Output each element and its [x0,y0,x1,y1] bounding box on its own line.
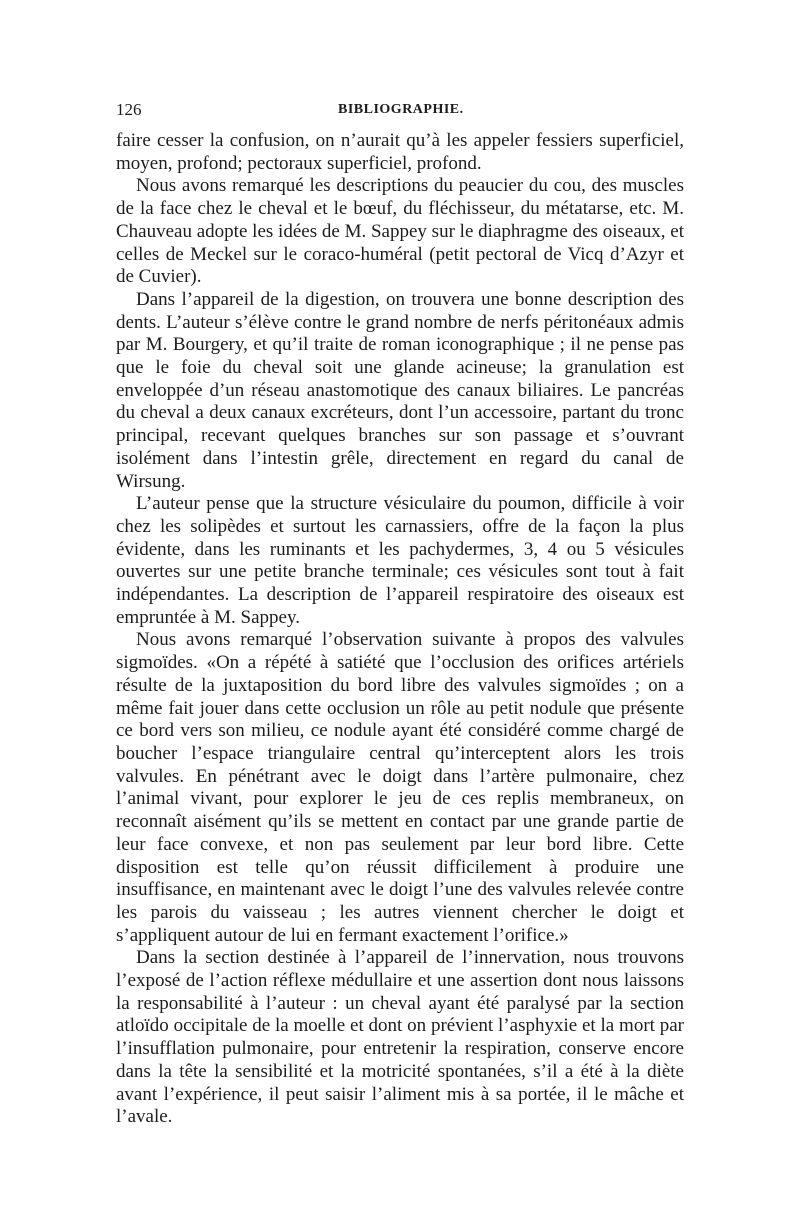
page-header [116,100,684,130]
paragraph: faire cesser la confusion, on n’aurait qu’à les appeler fessiers superficiel, moyen, profond; pectoraux superficiel, profond. [116,130,684,174]
paragraph: Dans la section destinée à l’appareil de l’innervation, nous trouvons l’exposé de l’action réflexe médullaire et une assertion dont nous laissons la responsabilité à l’auteur : un cheval ayant été paralysé par la section atloïdo occipitale de la moelle et dont on prévient l’asphyxie et la mort par l’insufflation pulmonaire, pour entretenir la respiration, conserve encore dans la tête la sensibilité et la motricité spontanées, s’il a été à la diète avant l’expérience, il peut saisir l’aliment mis à sa portée, il le mâche et l’avale. [116,947,684,1128]
paragraph: L’auteur pense que la structure vésiculaire du poumon, difficile à voir chez les solipèdes et surtout les carnassiers, offre de la façon la plus évidente, dans les ruminants et les pachydermes, 3, 4 ou 5 vésicules ouvertes sur une petite branche terminale; ces vésicules sont tout à fait indépendantes. La description de l’appareil respiratoire des oiseaux est empruntée à M. Sappey. [116,493,684,628]
body-text [116,130,684,1129]
book-page [116,100,684,1129]
paragraph: Dans l’appareil de la digestion, on trouvera une bonne description des dents. L’auteur s’élève contre le grand nombre de nerfs péritonéaux admis par M. Bourgery, et qu’il traite de roman iconographique ; il ne pense pas que le foie du cheval soit une glande acineuse; la granulation est enveloppée d’un réseau anastomotique des canaux biliaires. Le pancréas du cheval a deux canaux excréteurs, dont l’un accessoire, partant du tronc principal, recevant quelques branches sur son passage et s’ouvrant isolément dans l’intestin grêle, directement en regard du canal de Wirsung. [116,288,684,492]
paragraph: Nous avons remarqué l’observation suivante à propos des valvules sigmoïdes. «On a répété à satiété que l’occlusion des orifices artériels résulte de la juxtaposition du bord libre des valvules sigmoïdes ; on a même fait jouer dans cette occlusion un rôle au petit nodule que présente ce bord vers son milieu, ce nodule ayant été considéré comme chargé de boucher l’espace triangulaire central qu’interceptent alors les trois valvules. En pénétrant avec le doigt dans l’artère pulmonaire, chez l’animal vivant, pour explorer le jeu de ces replis membraneux, on reconnaît aisément qu’ils se mettent en contact par une grande partie de leur face convexe, et non pas seulement par leur bord libre. Cette disposition est telle qu’on réussit difficilement à produire une insuffisance, en maintenant avec le doigt l’une des valvules relevée contre les parois du vaisseau ; les autres viennent chercher le doigt et s’appliquent autour de lui en fermant exactement l’orifice.» [116,629,684,946]
running-head: BIBLIOGRAPHIE. [338,102,464,117]
paragraph: Nous avons remarqué les descriptions du peaucier du cou, des muscles de la face chez le cheval et le bœuf, du fléchisseur, du métatarse, etc. M. Chauveau adopte les idées de M. Sappey sur le diaphragme des oiseaux, et celles de Meckel sur le coraco-huméral (petit pectoral de Vicq d’Azyr et de Cuvier). [116,175,684,288]
page-number: 126 [116,100,142,119]
